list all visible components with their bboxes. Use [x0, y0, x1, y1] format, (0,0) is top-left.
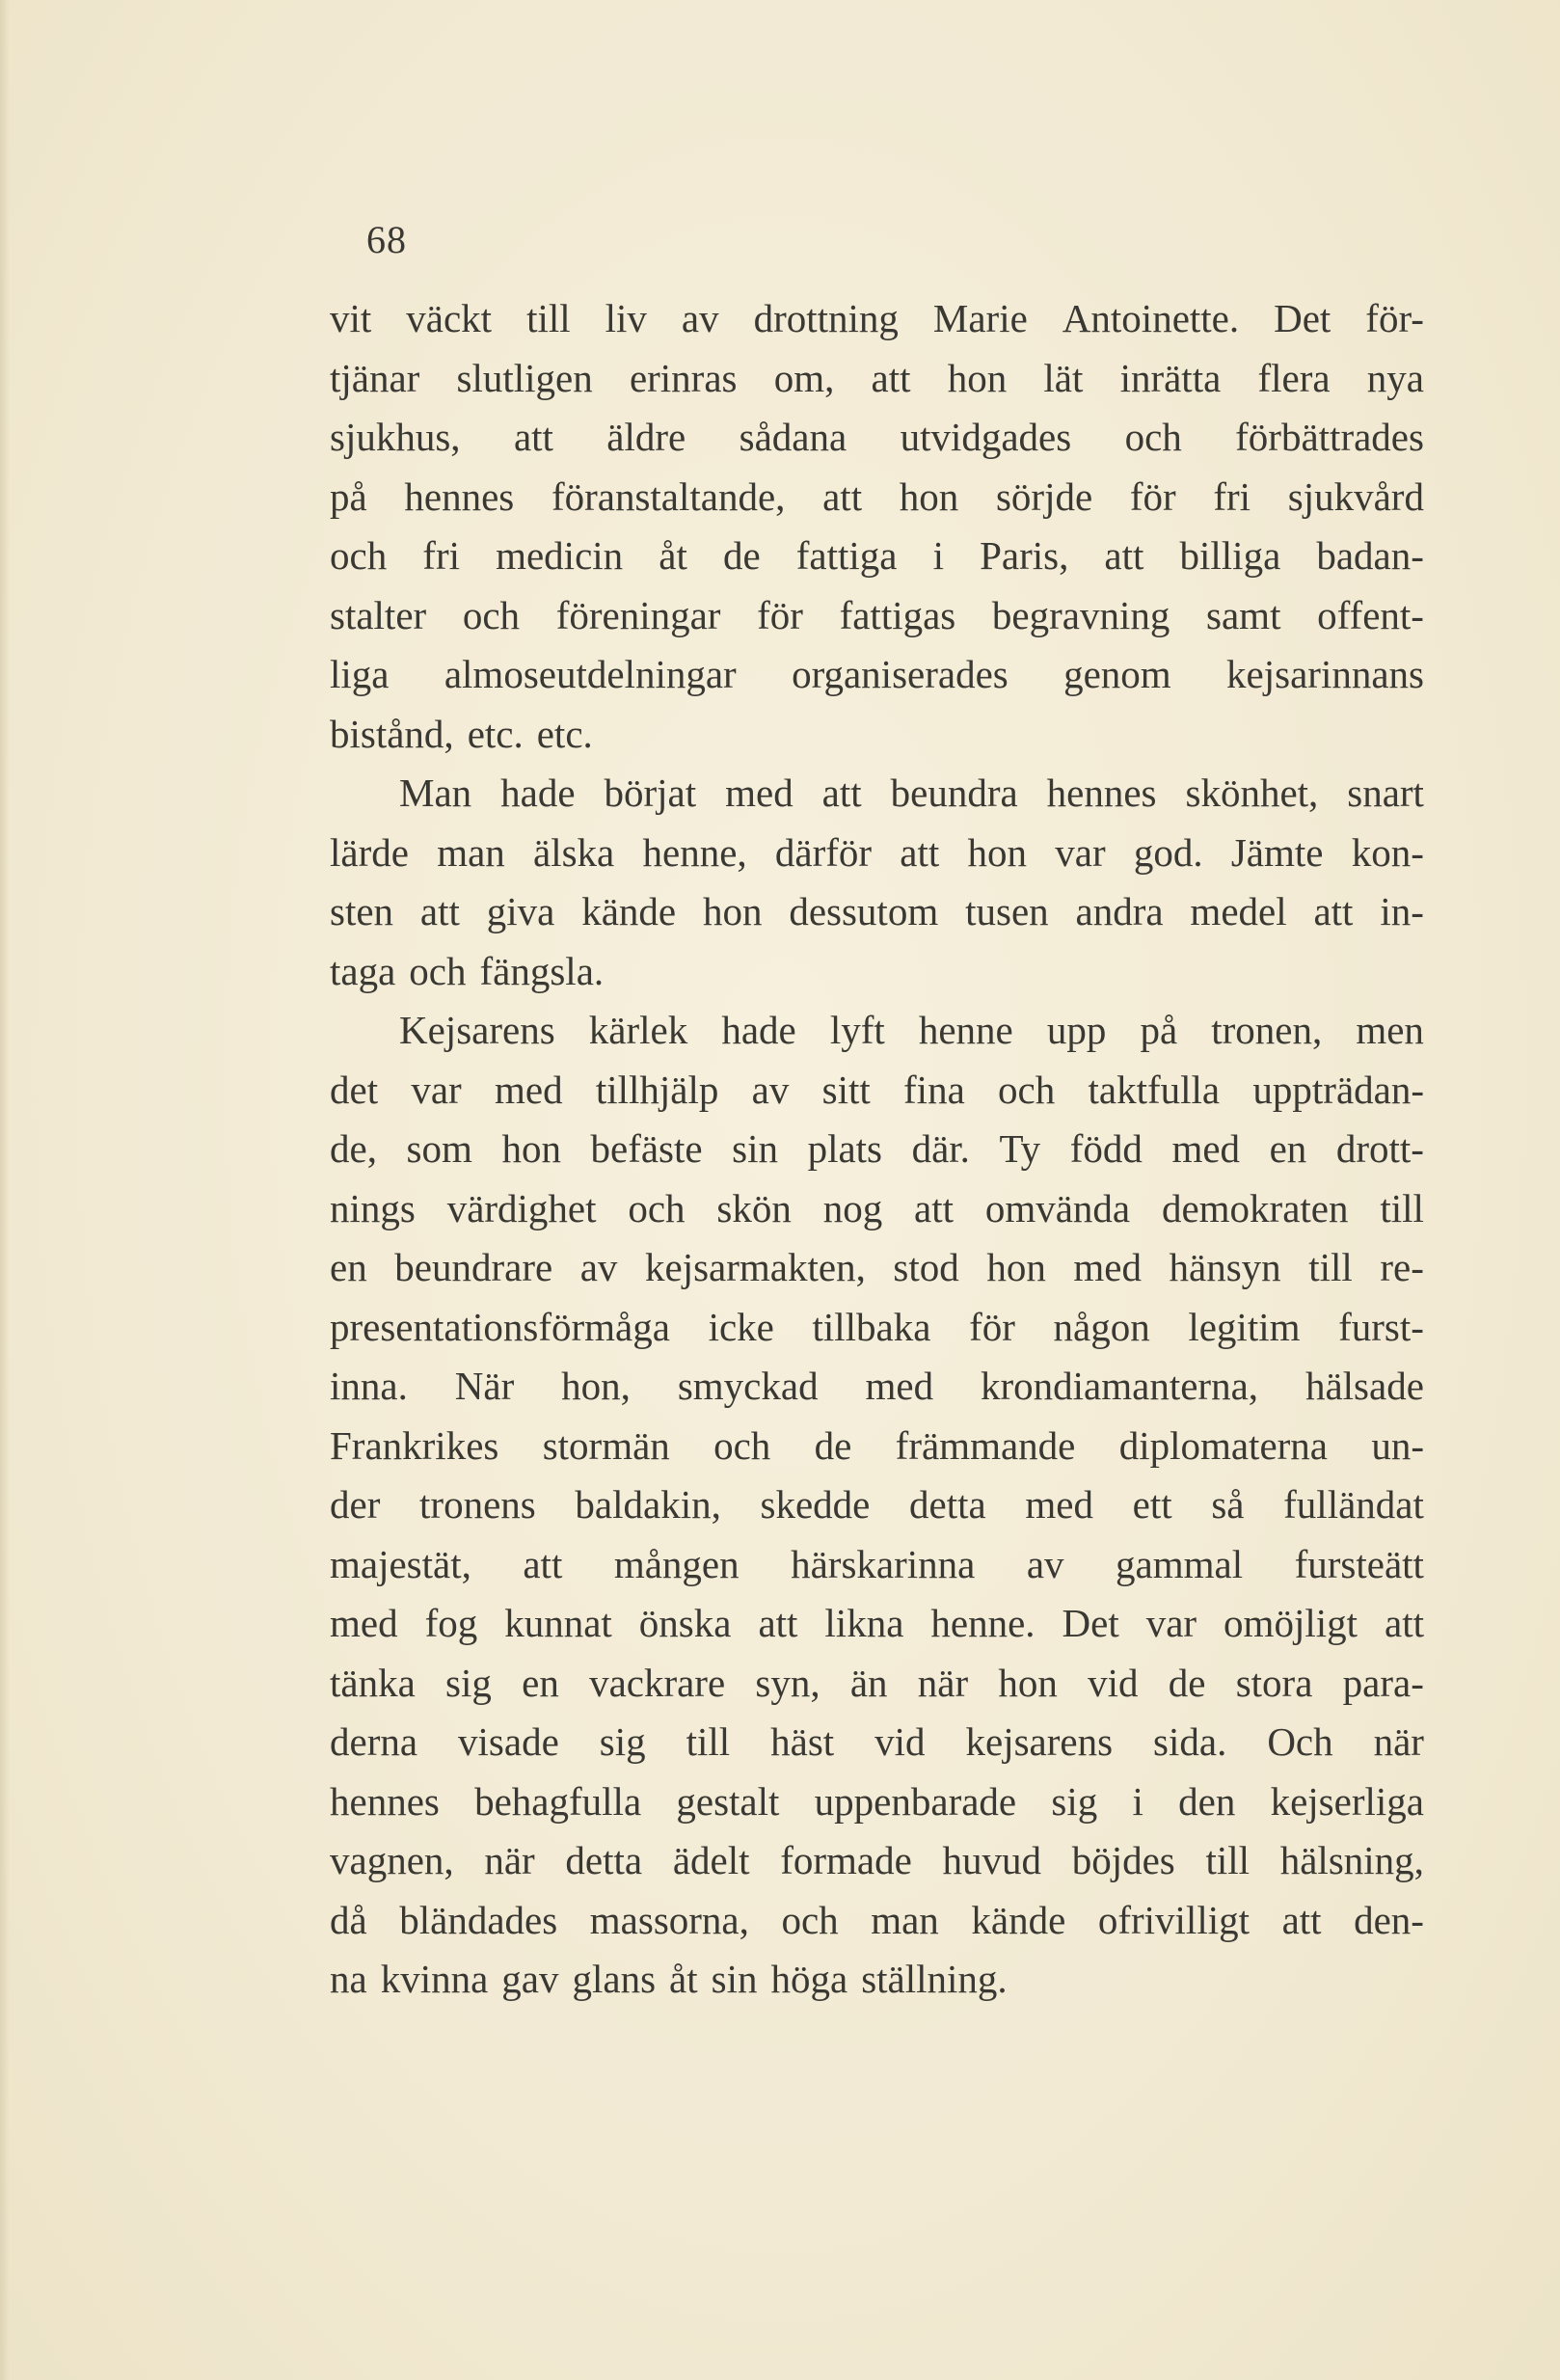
- text-line: sten att giva kände hon dessutom tusen andra medel att in-: [330, 889, 1424, 933]
- text-line: Frankrikes stormän och de främmande diplomaterna un-: [330, 1422, 1424, 1468]
- body-text: [330, 289, 1424, 2010]
- page-edge-shadow: [0, 0, 10, 2380]
- text-line: med fog kunnat önska att likna henne. Det var omöjligt att: [330, 1601, 1424, 1645]
- text-line: sjukhus, att äldre sådana utvidgades och förbättrades: [330, 415, 1424, 459]
- text-line: taga och fängsla.: [330, 948, 605, 993]
- text-line: derna visade sig till häst vid kejsarens sida. Och när: [330, 1719, 1424, 1764]
- text-line: Man hade börjat med att beundra hennes skönhet, snart: [399, 771, 1424, 815]
- text-line: stalter och föreningar för fattigas begravning samt offent-: [330, 592, 1424, 637]
- text-line: der tronens baldakin, skedde detta med ett så fulländat: [330, 1482, 1424, 1527]
- text-line: då bländades massorna, och man kände ofrivilligt att den-: [330, 1897, 1424, 1942]
- text-line: lärde man älska henne, därför att hon var god. Jämte kon-: [330, 829, 1424, 875]
- text-line: liga almoseutdelningar organiserades genom kejsarinnans: [330, 652, 1424, 696]
- text-line: det var med tillhjälp av sitt fina och taktfulla uppträdan-: [330, 1067, 1424, 1112]
- text-line: på hennes föranstaltande, att hon sörjde för fri sjukvård: [330, 473, 1424, 519]
- text-line: tänka sig en vackrare syn, än när hon vid de stora para-: [330, 1660, 1424, 1705]
- text-line: na kvinna gav glans åt sin höga ställning.: [330, 1957, 1008, 2001]
- text-line: tjänar slutligen erinras om, att hon lät inrätta flera nya: [330, 355, 1424, 400]
- text-line: bistånd, etc. etc.: [330, 711, 593, 756]
- text-line: vagnen, när detta ädelt formade huvud böjdes till hälsning,: [330, 1838, 1424, 1882]
- text-line: inna. När hon, smyckad med krondiamanterna, hälsade: [330, 1364, 1424, 1408]
- text-line: och fri medicin åt de fattiga i Paris, att billiga badan-: [330, 533, 1424, 578]
- page-number: 68: [366, 218, 407, 261]
- text-line: de, som hon befäste sin plats där. Ty född med en drott-: [330, 1126, 1424, 1171]
- text-line: presentationsförmåga icke tillbaka för någon legitim furst-: [330, 1304, 1424, 1349]
- text-line: majestät, att mången härskarinna av gammal fursteätt: [330, 1541, 1424, 1586]
- text-line: vit väckt till liv av drottning Marie Antoinette. Det för-: [330, 296, 1424, 340]
- text-line: Kejsarens kärlek hade lyft henne upp på tronen, men: [399, 1008, 1424, 1052]
- text-line: nings värdighet och skön nog att omvända demokraten till: [330, 1185, 1424, 1231]
- text-line: en beundrare av kejsarmakten, stod hon med hänsyn till re-: [330, 1245, 1424, 1289]
- text-line: hennes behagfulla gestalt uppenbarade sig i den kejserliga: [330, 1778, 1424, 1824]
